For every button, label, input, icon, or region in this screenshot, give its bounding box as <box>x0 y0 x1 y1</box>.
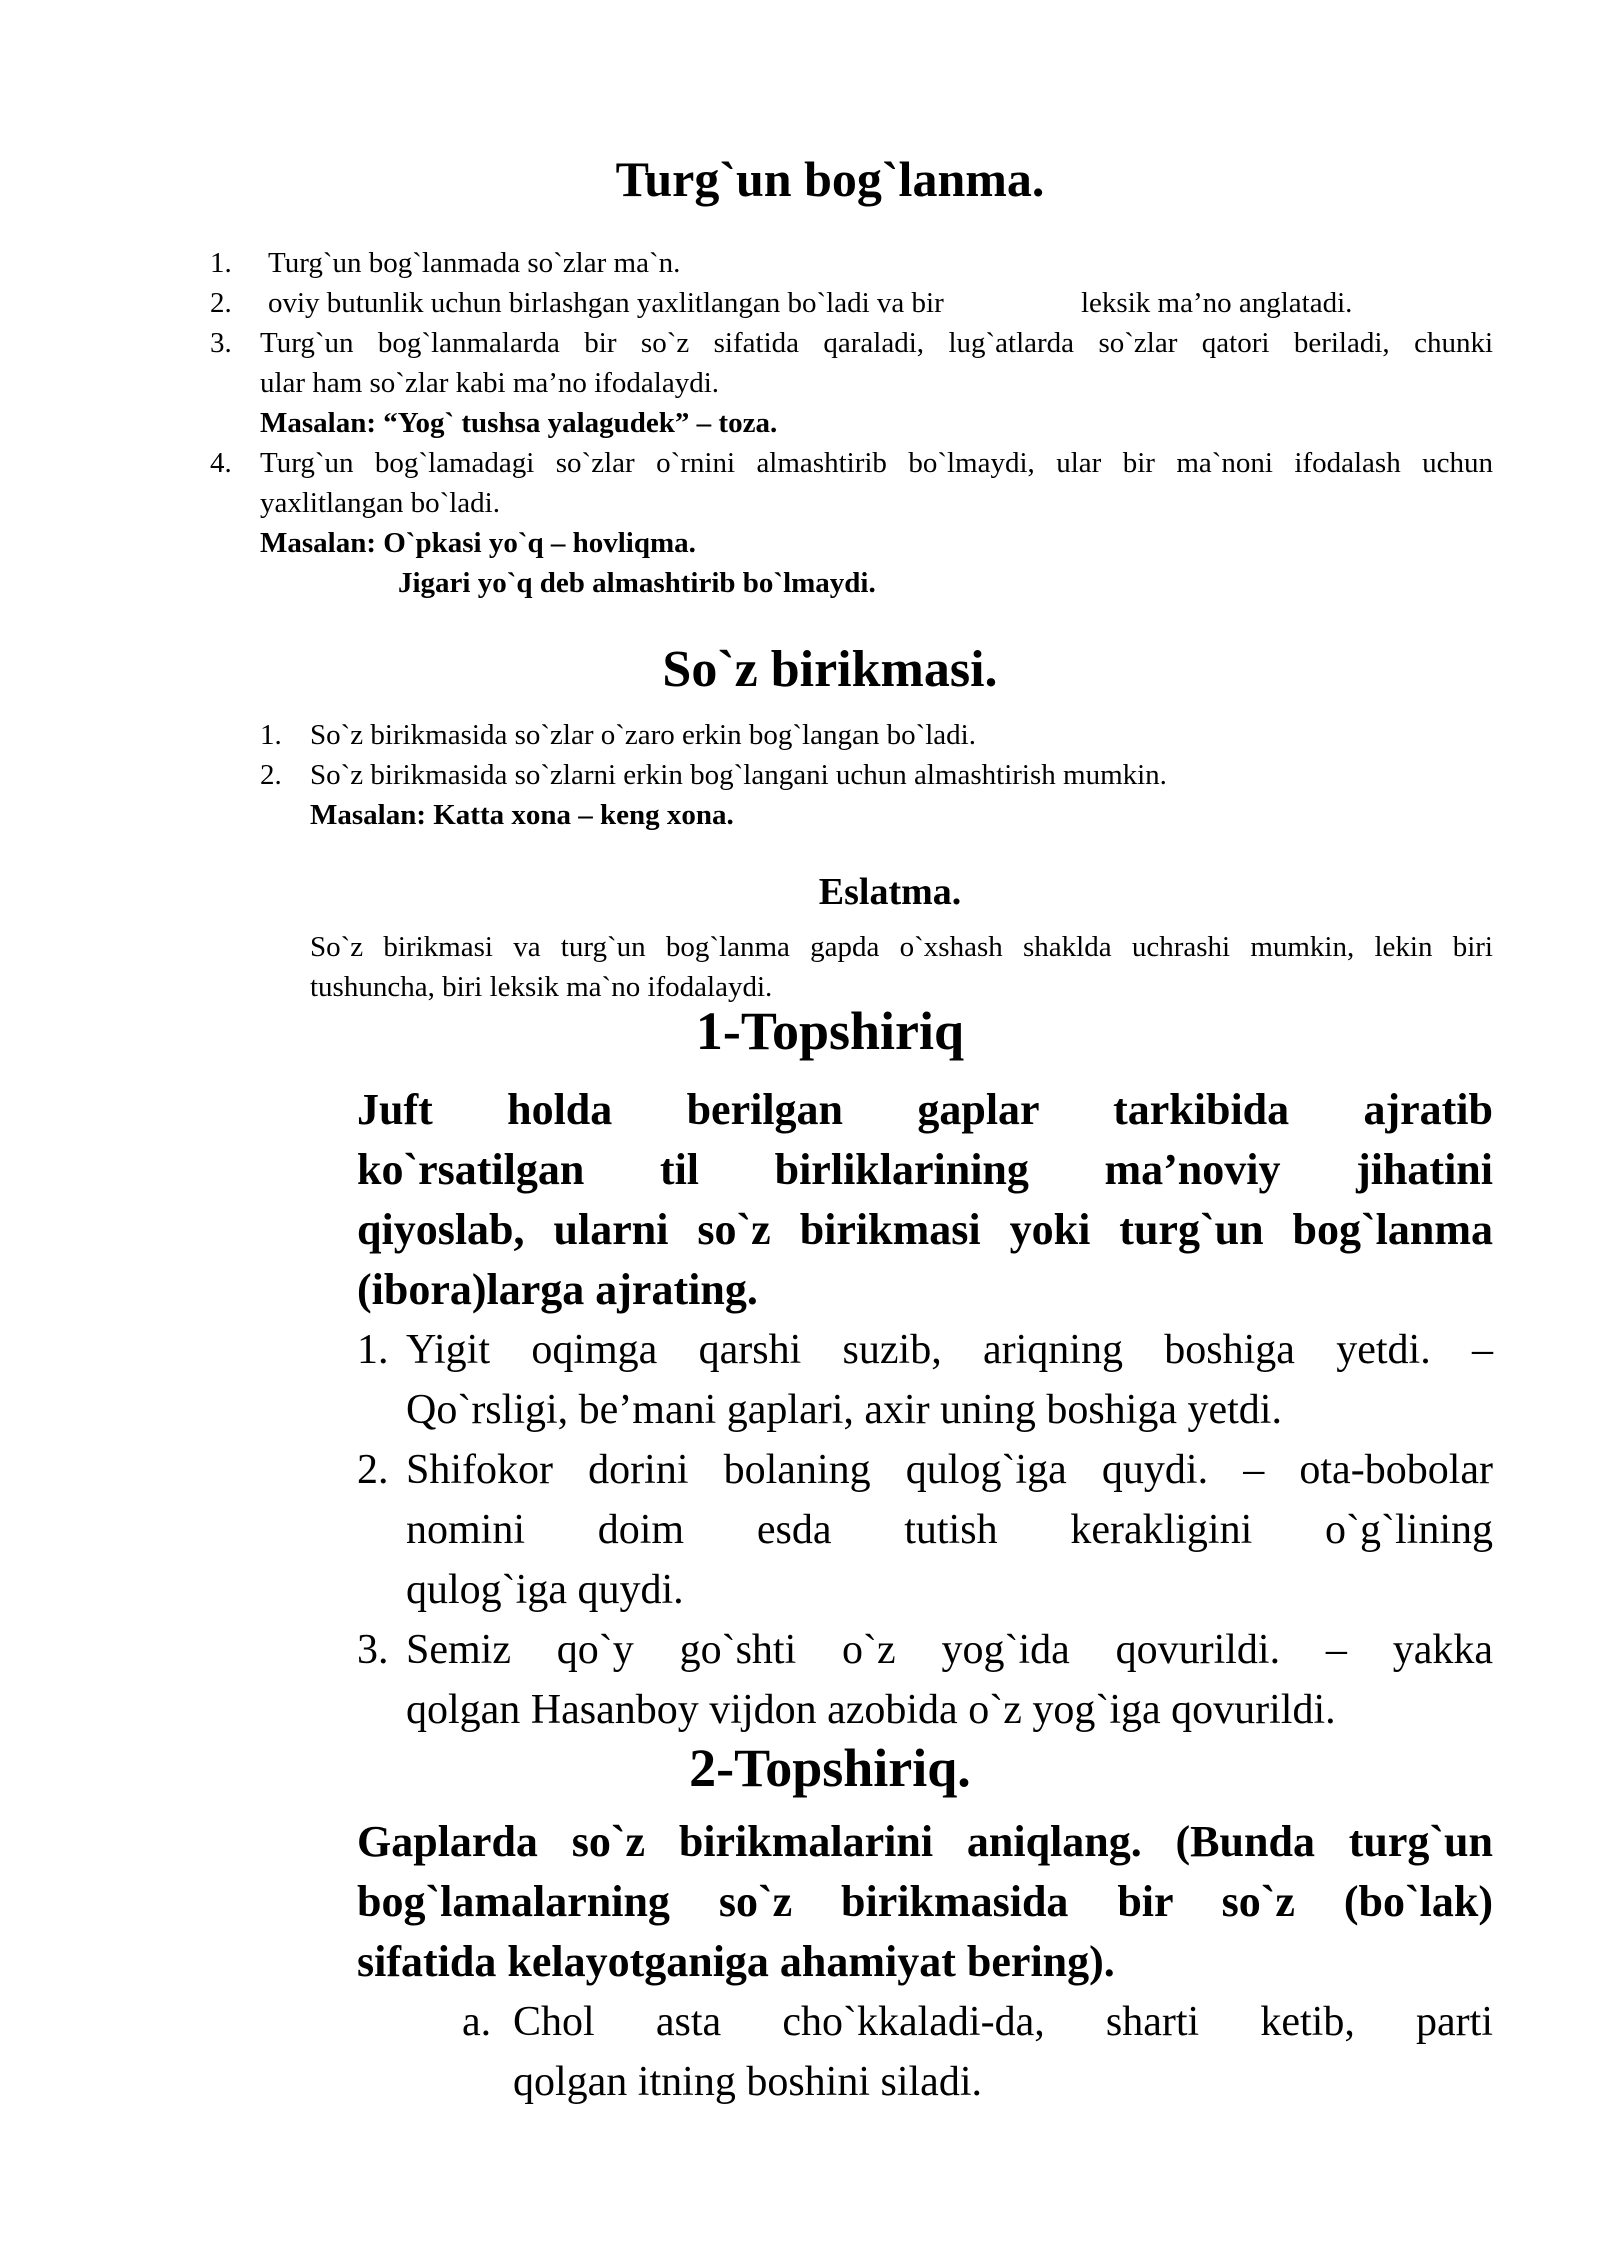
list-item-text: Semiz qo`y go`shti o`z yog`ida qovurildi. – yakka <box>406 1627 1493 1673</box>
list-item-text: qolgan Hasanboy vijdon azobida o`z yog`iga qovurildi. <box>406 1687 1336 1733</box>
task2-title: 2-Topshiriq. <box>689 1738 971 1798</box>
list-item-text: Turg`un bog`lanmalarda bir so`z sifatida qaraladi, lug`atlarda so`zlar qatori beriladi, chunki <box>260 327 1493 359</box>
section-title-soz-birikmasi: So`z birikmasi. <box>662 641 998 698</box>
list-item-text: Turg`un bog`lamadagi so`zlar o`rnini almashtirib bo`lmaydi, ular bir ma`noni ifodalash uchun <box>260 447 1493 479</box>
list-item-text: Chol asta cho`kkaladi-da, sharti ketib, parti <box>513 1999 1493 2045</box>
list-number: 3. <box>210 327 232 359</box>
list-item-text: Turg`un bog`lanmada so`zlar ma`n. <box>268 247 681 279</box>
note-text: tushuncha, biri leksik ma`no ifodalaydi. <box>310 971 773 1003</box>
instruction-line: Juft holda berilgan gaplar tarkibida ajratib <box>357 1085 1493 1134</box>
list-number: 3. <box>357 1627 389 1673</box>
instruction-line: (ibora)larga ajrating. <box>357 1265 758 1314</box>
list-item-text: Shifokor dorini bolaning qulog`iga quydi. – ota-bobolar <box>406 1447 1493 1493</box>
example-text: Masalan: O`pkasi yo`q – hovliqma. <box>260 527 696 559</box>
list-number: 2. <box>260 759 282 791</box>
list-item-text: qolgan itning boshini siladi. <box>513 2059 982 2105</box>
list-number: 1. <box>210 247 232 279</box>
list-item-text: nomini doim esda tutish kerakligini o`g`lining <box>406 1507 1493 1553</box>
list-item-text: oviy butunlik uchun birlashgan yaxlitlangan bo`ladi va bir <box>268 287 944 319</box>
list-item-text: Qo`rsligi, be’mani gaplari, axir uning boshiga yetdi. <box>406 1387 1282 1433</box>
section-title-turgun-boglanma: Turg`un bog`lanma. <box>615 151 1045 207</box>
instruction-line: sifatida kelayotganiga ahamiyat bering). <box>357 1937 1115 1986</box>
list-item-text: So`z birikmasida so`zlarni erkin bog`langani uchun almashtirish mumkin. <box>310 759 1167 791</box>
instruction-line: Gaplarda so`z birikmalarini aniqlang. (Bunda turg`un <box>357 1817 1493 1866</box>
example-text: Masalan: Katta xona – keng xona. <box>310 799 734 831</box>
instruction-line: qiyoslab, ularni so`z birikmasi yoki turg`un bog`lanma <box>357 1205 1493 1254</box>
example-text: Masalan: “Yog` tushsa yalagudek” – toza. <box>260 407 778 439</box>
list-item-text: ular ham so`zlar kabi ma’no ifodalaydi. <box>260 367 720 399</box>
list-number: 2. <box>210 287 232 319</box>
task1-title: 1-Topshiriq <box>695 1001 965 1061</box>
note-text: So`z birikmasi va turg`un bog`lanma gapda o`xshash shaklda uchrashi mumkin, lekin biri <box>310 931 1493 963</box>
list-item-text: yaxlitlangan bo`ladi. <box>260 487 500 519</box>
list-item-text: qulog`iga quydi. <box>406 1567 684 1613</box>
instruction-line: ko`rsatilgan til birliklarining ma’noviy jihatini <box>357 1145 1493 1194</box>
list-number: 1. <box>357 1327 389 1373</box>
example-text: Jigari yo`q deb almashtirib bo`lmaydi. <box>398 567 876 599</box>
list-item-text: Yigit oqimga qarshi suzib, ariqning boshiga yetdi. – <box>406 1327 1493 1373</box>
list-number: 4. <box>210 447 232 479</box>
instruction-line: bog`lamalarning so`z birikmasida bir so`z (bo`lak) <box>357 1877 1493 1926</box>
list-number: 2. <box>357 1447 389 1493</box>
list-item-text: leksik ma’no anglatadi. <box>1081 287 1353 319</box>
note-title: Eslatma. <box>818 871 962 913</box>
list-number: a. <box>462 1999 492 2045</box>
list-number: 1. <box>260 719 282 751</box>
list-item-text: So`z birikmasida so`zlar o`zaro erkin bog`langan bo`ladi. <box>310 719 976 751</box>
